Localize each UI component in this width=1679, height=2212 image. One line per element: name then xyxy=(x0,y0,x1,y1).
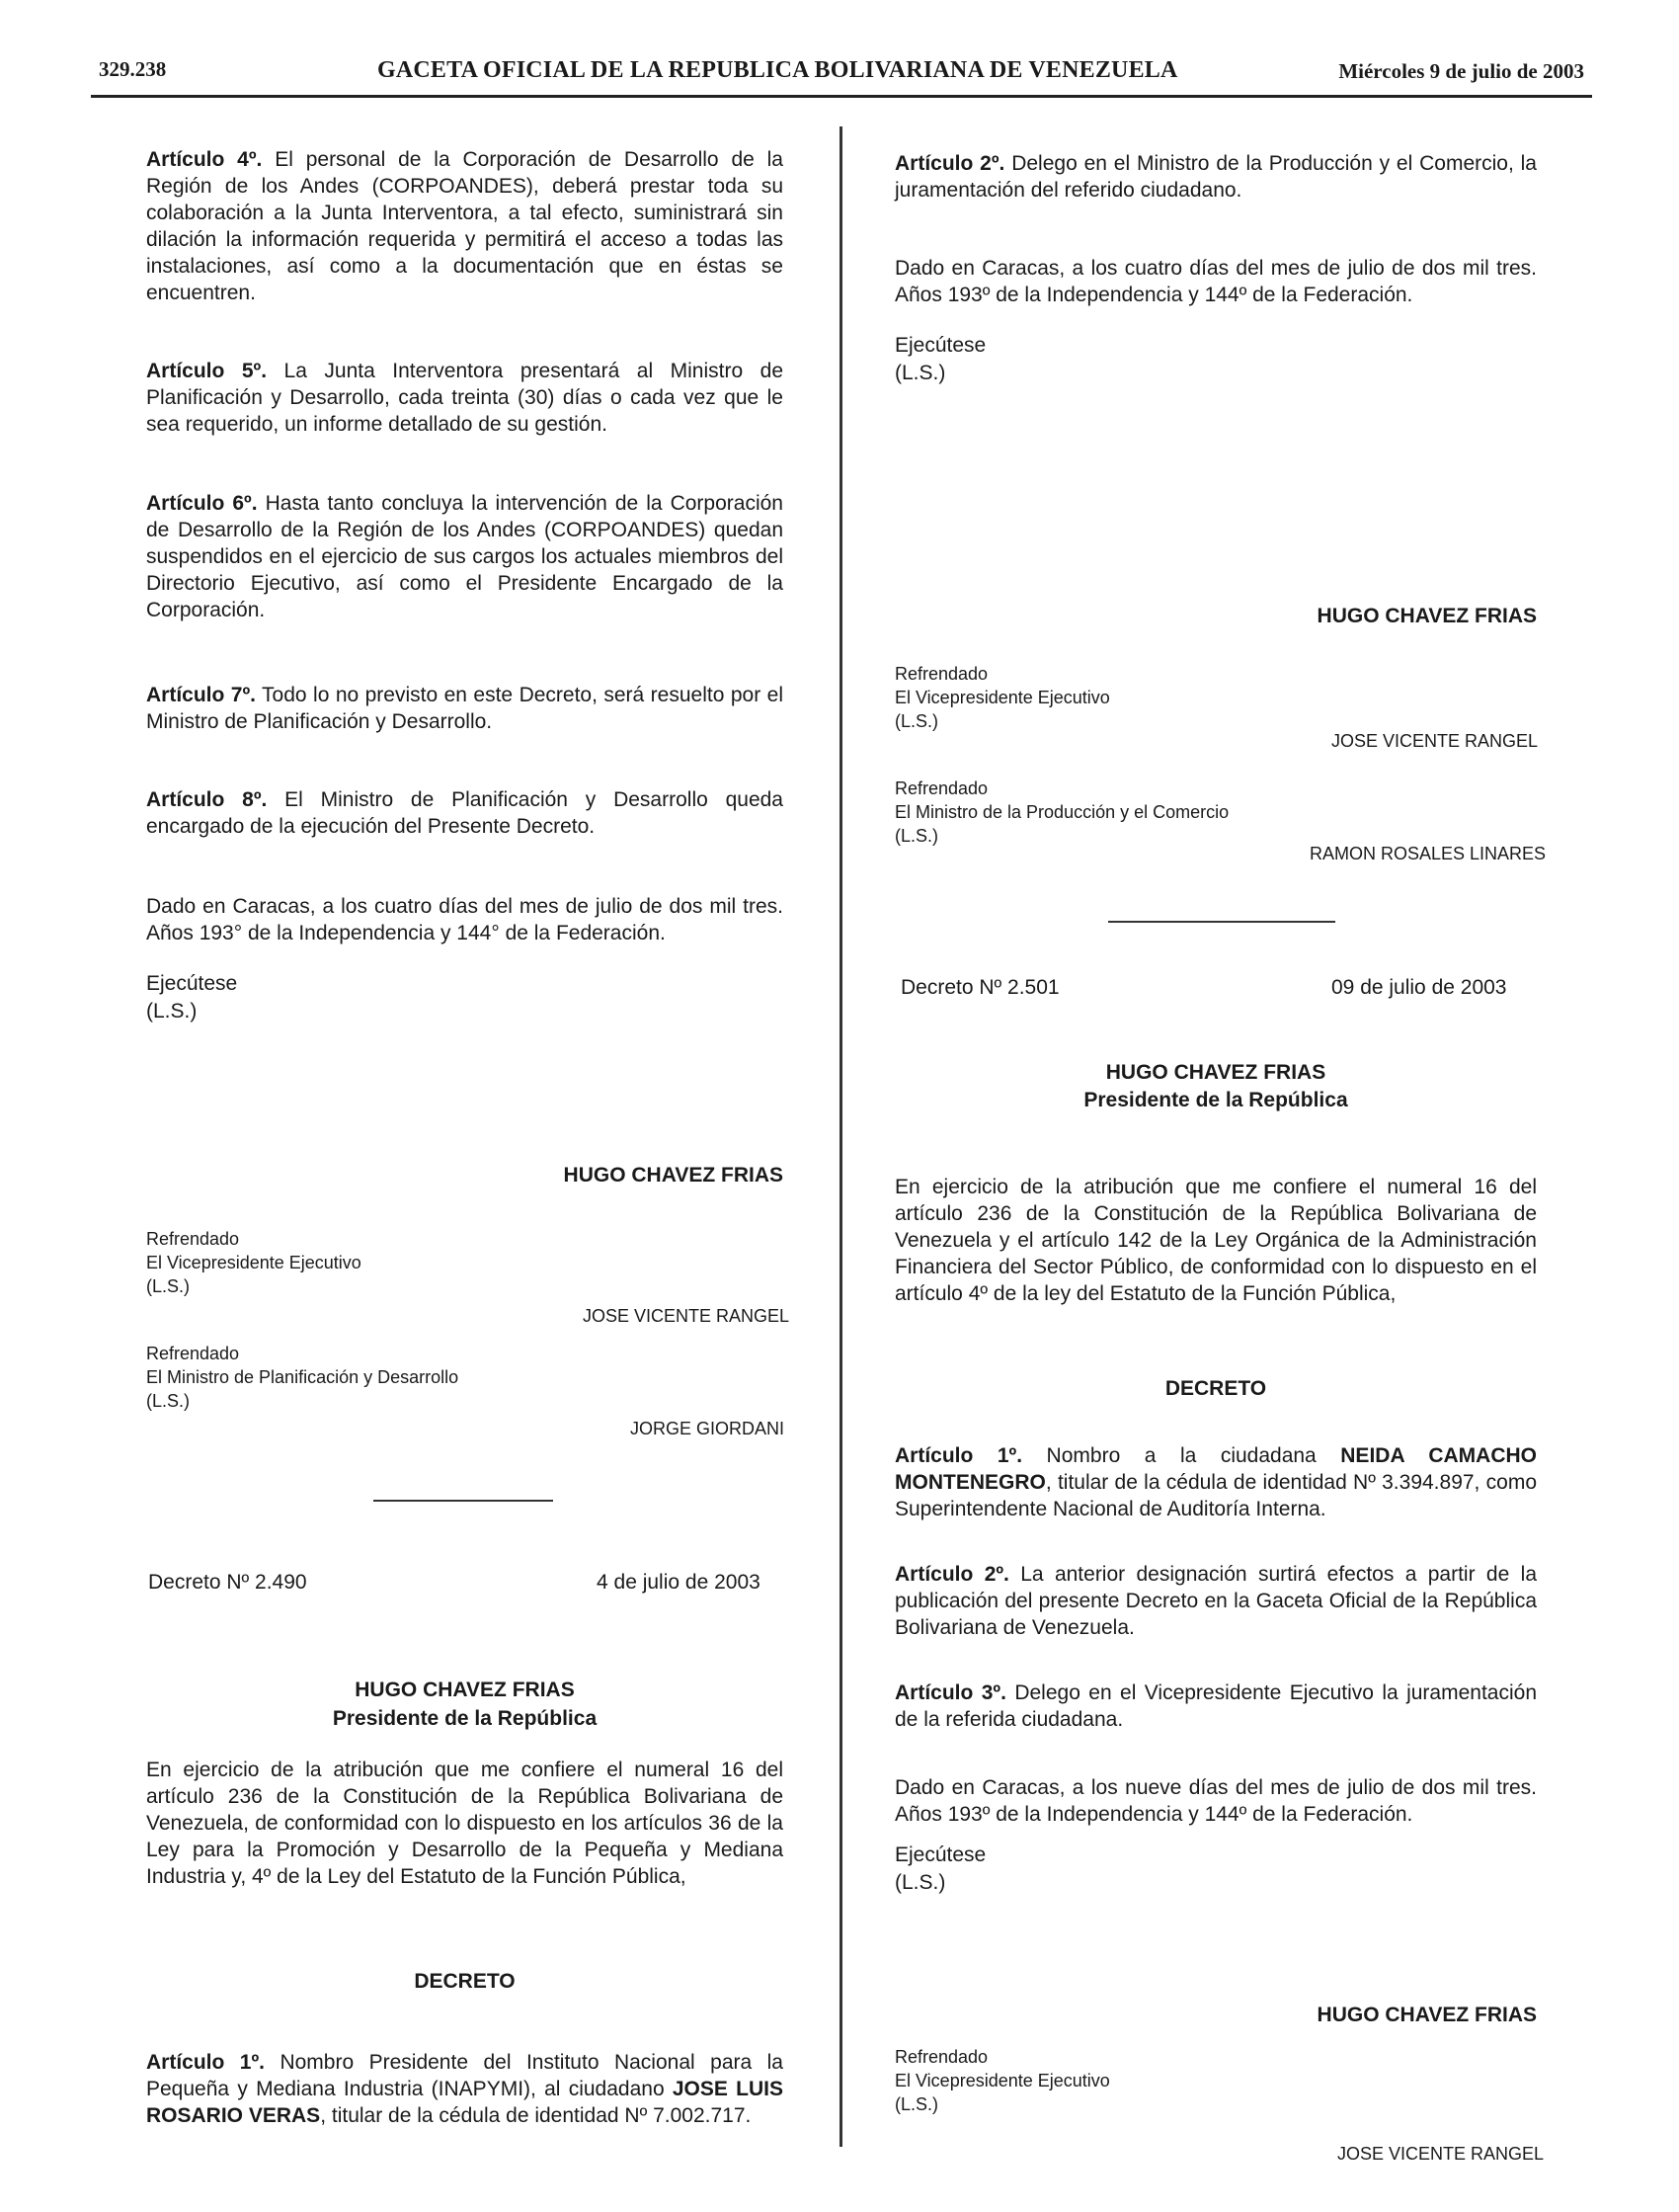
section-separator xyxy=(373,1500,553,1502)
article-7 xyxy=(146,682,783,735)
article-text: Nombro Presidente del Instituto Nacional para la Pequeña y Mediana Industria (INAPYMI), al ciudadano xyxy=(146,2051,783,2100)
seal-ls: (L.S.) xyxy=(895,2094,939,2114)
refrendado-name: JORGE GIORDANI xyxy=(630,1419,785,1438)
article-label: Artículo 4º. xyxy=(146,148,263,171)
article-text: , titular de la cédula de identidad Nº 7.002.717. xyxy=(320,2104,752,2127)
article-text: Todo lo no previsto en este Decreto, será resuelto por el Ministro de Planificación y Desarrollo. xyxy=(146,684,783,733)
issue-date: Miércoles 9 de julio de 2003 xyxy=(1338,59,1584,83)
article-text: , titular de la cédula de identidad Nº 3.394.897, como Superintendente Nacional de Auditoría Interna. xyxy=(895,1471,1537,1520)
refrendado-name: JOSE VICENTE RANGEL xyxy=(1337,2144,1545,2164)
page-number: 329.238 xyxy=(99,57,167,81)
article-text: Nombro a la ciudadana xyxy=(1022,1444,1341,1467)
article-text: Delego en el Ministro de la Producción y el Comercio, la juramentación del referido ciudadano. xyxy=(895,152,1537,202)
decree-date: 09 de julio de 2003 xyxy=(1331,976,1507,999)
signer-name: HUGO CHAVEZ FRIAS xyxy=(563,1164,783,1187)
seal-ls: (L.S.) xyxy=(895,1871,946,1894)
decreto-heading: DECRETO xyxy=(414,1970,516,1993)
article-2b xyxy=(895,1561,1537,1641)
article-label: Artículo 7º. xyxy=(146,684,256,706)
preamble: En ejercicio de la atribución que me confiere el numeral 16 del artículo 236 de la Constitución de la República Bolivariana de Venezuela y el artículo 142 de la Ley Orgánica de la Administración Financiera del Sector Público, de conformidad con lo dispuesto en el artículo 4º de la ley del Estatuto de la Función Pública, xyxy=(895,1176,1537,1305)
article-4 xyxy=(146,146,783,306)
article-label: Artículo 5º. xyxy=(146,360,268,382)
dado-en-caracas: Dado en Caracas, a los cuatro días del mes de julio de dos mil tres. Años 193° de la Independencia y 144° de la Federación. xyxy=(146,895,783,944)
article-text: Delego en el Vicepresidente Ejecutivo la juramentación de la referida ciudadana. xyxy=(895,1681,1537,1731)
refrendado-name: JOSE VICENTE RANGEL xyxy=(583,1306,790,1326)
seal-ls: (L.S.) xyxy=(146,1000,198,1023)
seal-ls: (L.S.) xyxy=(895,711,939,731)
article-text: El Ministro de Planificación y Desarrollo queda encargado de la ejecución del Presente Decreto. xyxy=(146,788,783,838)
article-5 xyxy=(146,358,783,438)
refrendado: Refrendado xyxy=(146,1344,240,1363)
decreto-heading: DECRETO xyxy=(1164,1377,1267,1400)
article-label: Artículo 3º. xyxy=(895,1681,1006,1704)
preamble: En ejercicio de la atribución que me confiere el numeral 16 del artículo 236 de la Constitución de la República Bolivariana de Venezuela, de conformidad con lo dispuesto en los artículos 36 de la Ley para la Promoción y Desarrollo de la Pequeña y Mediana Industria y, 4º de la Ley del Estatuto de la Función Pública, xyxy=(146,1759,783,1888)
decree-date: 4 de julio de 2003 xyxy=(597,1571,760,1594)
article-1 xyxy=(146,2049,783,2129)
signer-name: HUGO CHAVEZ FRIAS xyxy=(1317,605,1537,627)
ejecutese: Ejecútese xyxy=(146,972,238,995)
column-divider xyxy=(840,126,842,2147)
dado-en-caracas: Dado en Caracas, a los cuatro días del mes de julio de dos mil tres. Años 193º de la Independencia y 144º de la Federación. xyxy=(895,257,1537,306)
refrendado-office: El Vicepresidente Ejecutivo xyxy=(895,688,1110,707)
article-text: La anterior designación surtirá efectos a partir de la publicación del presente Decreto en la Gaceta Oficial de la República Bolivariana de Venezuela. xyxy=(895,1563,1537,1639)
section-separator xyxy=(1108,921,1335,923)
article-label: Artículo 6º. xyxy=(146,492,258,515)
article-text: El personal de la Corporación de Desarrollo de la Región de los Andes (CORPOANDES), deberá prestar toda su colaboración a la Junta Interventora, a tal efecto, suministrará sin dilación la información requerida y permitirá el acceso a todas las instalaciones, así como a la documentación que en éstas se encuentren. xyxy=(146,148,783,304)
refrendado-office: El Ministro de la Producción y el Comercio xyxy=(895,802,1230,822)
seal-ls: (L.S.) xyxy=(895,826,939,846)
gazette-header xyxy=(91,55,1592,98)
refrendado-office: El Vicepresidente Ejecutivo xyxy=(895,2071,1110,2090)
refrendado: Refrendado xyxy=(895,778,989,798)
decree-number: Decreto Nº 2.490 xyxy=(148,1571,307,1594)
seal-ls: (L.S.) xyxy=(895,362,946,384)
refrendado-name: RAMON ROSALES LINARES xyxy=(1310,844,1547,863)
seal-ls: (L.S.) xyxy=(146,1276,191,1296)
article-label: Artículo 1º. xyxy=(146,2051,265,2074)
article-1 xyxy=(895,1442,1537,1522)
refrendado: Refrendado xyxy=(895,664,989,684)
president-title: Presidente de la República xyxy=(1083,1089,1348,1111)
article-3 xyxy=(895,1679,1537,1733)
president-name: HUGO CHAVEZ FRIAS xyxy=(1105,1061,1326,1084)
article-6 xyxy=(146,490,783,623)
refrendado: Refrendado xyxy=(146,1229,240,1249)
refrendado-office: El Ministro de Planificación y Desarrollo xyxy=(146,1367,459,1387)
appointee-name: JOSE LUIS ROSARIO VERAS xyxy=(146,2078,783,2127)
ejecutese: Ejecútese xyxy=(895,1843,987,1866)
ejecutese: Ejecútese xyxy=(895,334,987,357)
refrendado-office: El Vicepresidente Ejecutivo xyxy=(146,1253,361,1272)
article-2 xyxy=(895,150,1537,204)
decree-number: Decreto Nº 2.501 xyxy=(901,976,1060,999)
signer-name: HUGO CHAVEZ FRIAS xyxy=(1317,2004,1537,2026)
refrendado-name: JOSE VICENTE RANGEL xyxy=(1331,731,1539,751)
president-title: Presidente de la República xyxy=(332,1707,598,1730)
appointee-name: NEIDA CAMACHO MONTENEGRO xyxy=(895,1444,1537,1494)
article-label: Artículo 1º. xyxy=(895,1444,1023,1467)
article-8 xyxy=(146,786,783,840)
president-name: HUGO CHAVEZ FRIAS xyxy=(355,1679,575,1701)
article-text: Hasta tanto concluya la intervención de la Corporación de Desarrollo de la Región de los Andes (CORPOANDES) quedan suspendidos en el ejercicio de sus cargos los actuales miembros del Directorio Ejecutivo, así como el Presidente Encargado de la Corporación. xyxy=(146,492,783,621)
dado-en-caracas: Dado en Caracas, a los nueve días del mes de julio de dos mil tres. Años 193º de la Independencia y 144º de la Federación. xyxy=(895,1776,1537,1826)
refrendado: Refrendado xyxy=(895,2047,989,2067)
seal-ls: (L.S.) xyxy=(146,1391,191,1411)
article-label: Artículo 2º. xyxy=(895,1563,1009,1586)
article-text: La Junta Interventora presentará al Ministro de Planificación y Desarrollo, cada treinta (30) días o cada vez que le sea requerido, un informe detallado de su gestión. xyxy=(146,360,783,436)
gazette-title: GACETA OFICIAL DE LA REPUBLICA BOLIVARIANA DE VENEZUELA xyxy=(377,57,1178,83)
article-label: Artículo 2º. xyxy=(895,152,1005,175)
article-label: Artículo 8º. xyxy=(146,788,268,811)
